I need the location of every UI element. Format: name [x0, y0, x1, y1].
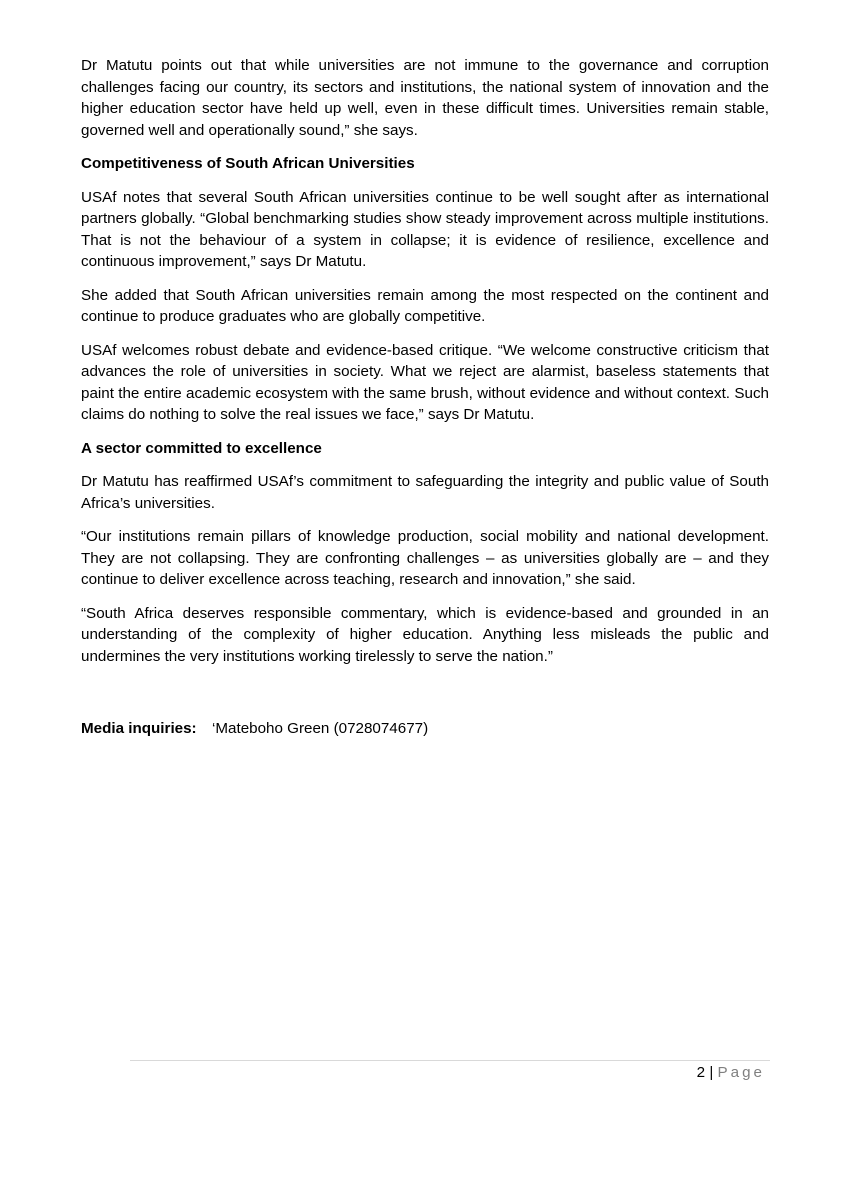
media-contact: ‘Mateboho Green (0728074677)	[212, 720, 429, 737]
paragraph: “South Africa deserves responsible commentary, which is evidence-based and grounded in an understanding of the complexity of higher education. Anything less misleads the public and undermines the very institutions working tirelessly to serve the nation.”	[81, 604, 769, 665]
paragraph: Dr Matutu has reaffirmed USAf’s commitment to safeguarding the integrity and public value of South Africa’s universities.	[81, 473, 769, 512]
paragraph: Dr Matutu points out that while universities are not immune to the governance and corruption challenges facing our country, its sectors and institutions, the national system of innovation and the higher education sector have held up well, even in these difficult times. Universities remain stable, governed well and operationally sound,” she says.	[81, 57, 769, 139]
page-footer	[697, 1063, 765, 1083]
page-number: 2	[696, 1064, 706, 1081]
media-inquiries	[81, 718, 428, 740]
paragraph: USAf notes that several South African universities continue to be well sought after as international partners globally. “Global benchmarking studies show steady improvement across multiple institutions. That is not the behaviour of a system in collapse; it is evidence of resilience, excellence and continuous improvement,” says Dr Matutu.	[81, 188, 769, 270]
page-separator: |	[709, 1064, 714, 1081]
page-word: Page	[717, 1064, 765, 1081]
footer-divider	[130, 1060, 770, 1061]
media-inquiries-label: Media inquiries:	[81, 720, 197, 737]
paragraph: She added that South African universities remain among the most respected on the continent and continue to produce graduates who are globally competitive.	[81, 286, 769, 325]
paragraph: “Our institutions remain pillars of knowledge production, social mobility and national development. They are not collapsing. They are confronting challenges – as universities globally are – and they continue to deliver excellence across teaching, research and innovation,” she said.	[81, 528, 769, 588]
section-heading: A sector committed to excellence	[81, 439, 322, 457]
section-heading: Competitiveness of South African Universities	[81, 155, 415, 172]
document-body	[81, 55, 769, 679]
paragraph: USAf welcomes robust debate and evidence-based critique. “We welcome constructive criticism that advances the role of universities in society. What we reject are alarmist, baseless statements that paint the entire academic ecosystem with the same brush, without evidence and without context. Such claims do nothing to solve the real issues we face,” says Dr Matutu.	[81, 341, 769, 423]
